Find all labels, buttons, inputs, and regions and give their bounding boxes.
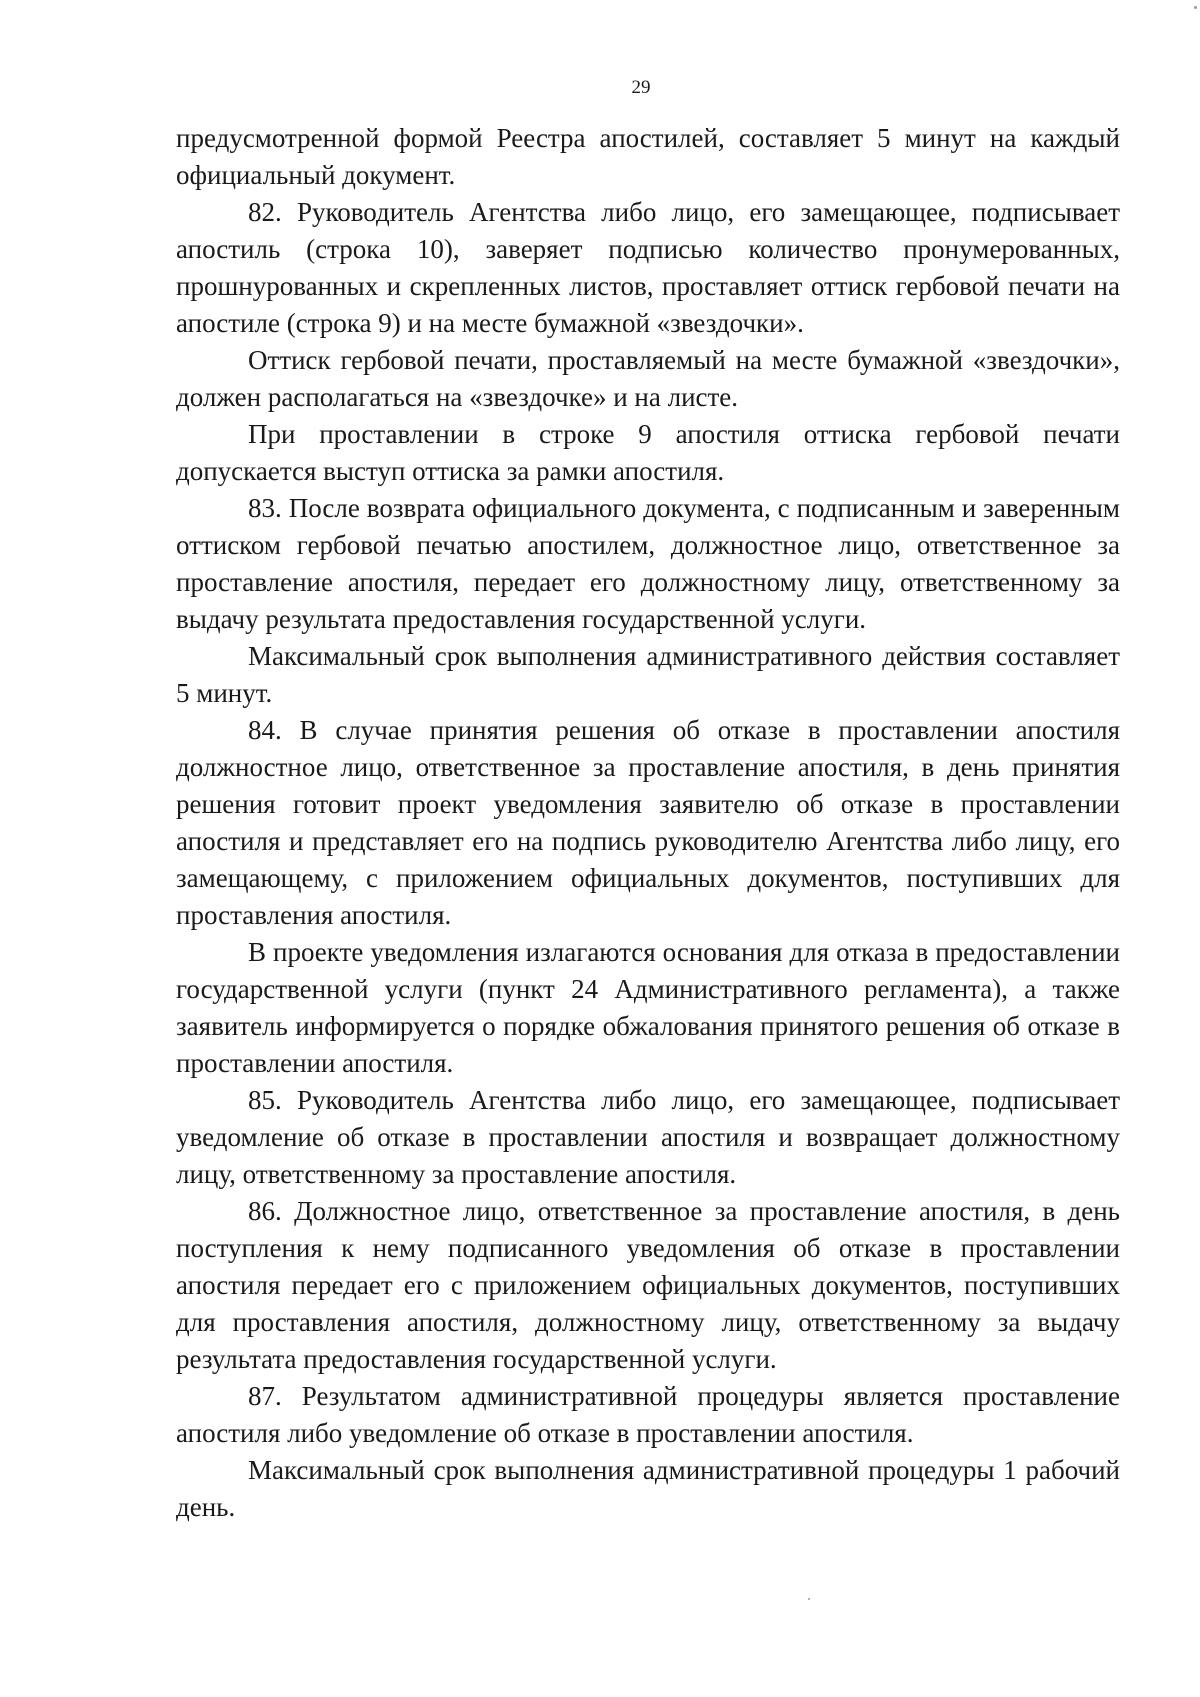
paragraph-seal-overflow: При проставлении в строке 9 апостиля оттиска гербовой печати допускается выступ оттиска за рамки апостиля. <box>176 419 1120 486</box>
scan-speck <box>808 1598 810 1600</box>
paragraph-83-deadline: Максимальный срок выполнения административного действия составляет 5 минут. <box>176 641 1120 708</box>
paragraph-82: 82. Руководитель Агентства либо лицо, его замещающее, подписывает апостиль (строка 10), заверяет подписью количество пронумерованных, прошнурованных и скрепленных листов, проставляет оттиск гербовой печати на апостиле (строка 9) и на месте бумажной «звездочки». <box>176 197 1120 338</box>
paragraph-87: 87. Результатом административной процедуры является проставление апостиля либо уведомление об отказе в проставлении апостиля. <box>176 1381 1120 1448</box>
page-number: 29 <box>631 77 651 98</box>
paragraph-84: 84. В случае принятия решения об отказе в проставлении апостиля должностное лицо, ответственное за проставление апостиля, в день принятия решения готовит проект уведомления заявителю об отказе в проставлении апостиля и представляет его на подпись руководителю Агентства либо лицу, его замещающему, с приложением официальных документов, поступивших для проставления апостиля. <box>176 715 1120 930</box>
paragraph-83: 83. После возврата официального документа, с подписанным и заверенным оттиском гербовой печатью апостилем, должностное лицо, ответственное за проставление апостиля, передает его должностному лицу, ответственному за выдачу результата предоставления государственной услуги. <box>176 493 1120 634</box>
paragraph-85: 85. Руководитель Агентства либо лицо, его замещающее, подписывает уведомление об отказе в проставлении апостиля и возвращает должностному лицу, ответственному за проставление апостиля. <box>176 1085 1120 1189</box>
scan-speck <box>1194 6 1197 9</box>
paragraph-87-deadline: Максимальный срок выполнения административной процедуры 1 рабочий день. <box>176 1455 1120 1522</box>
paragraph-84-grounds: В проекте уведомления излагаются основания для отказа в предоставлении государственной услуги (пункт 24 Административного регламента), а также заявитель информируется о порядке обжалования принятого решения об отказе в проставлении апостиля. <box>176 937 1120 1078</box>
paragraph-seal-placement: Оттиск гербовой печати, проставляемый на месте бумажной «звездочки», должен располагаться на «звездочке» и на листе. <box>176 345 1120 412</box>
document-body <box>176 120 1120 1526</box>
paragraph-continuation: предусмотренной формой Реестра апостилей, составляет 5 минут на каждый официальный документ. <box>176 123 1120 190</box>
paragraph-86: 86. Должностное лицо, ответственное за проставление апостиля, в день поступления к нему подписанного уведомления об отказе в проставлении апостиля передает его с приложением официальных документов, поступивших для проставления апостиля, должностному лицу, ответственному за выдачу результата предоставления государственной услуги. <box>176 1196 1120 1374</box>
